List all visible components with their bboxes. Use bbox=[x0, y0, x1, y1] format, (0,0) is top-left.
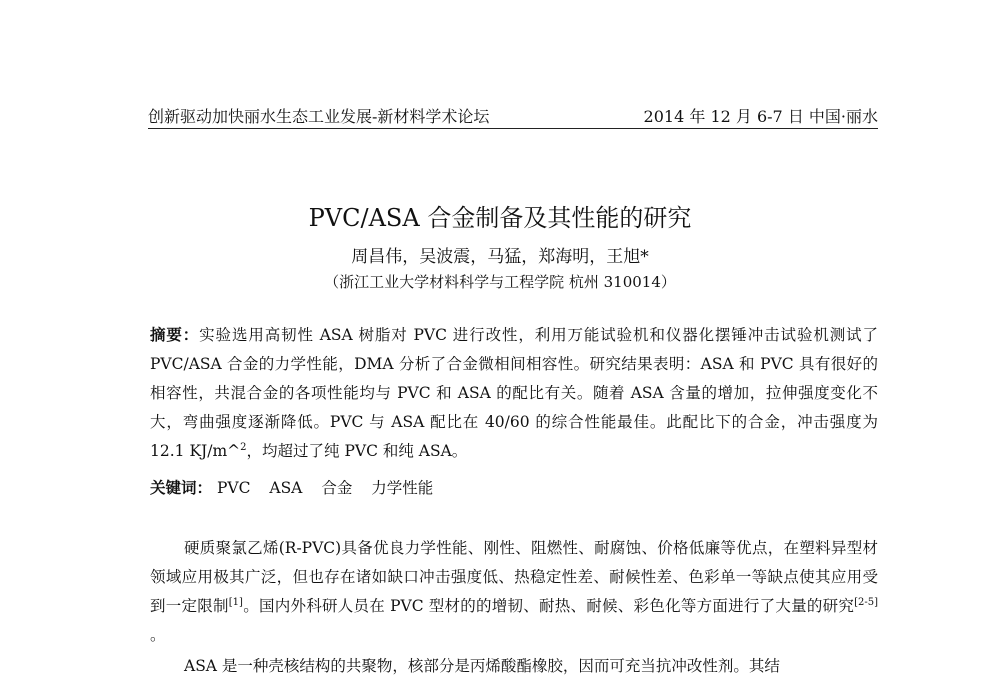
body-paragraph: ASA 是一种壳核结构的共聚物，核部分是丙烯酸酯橡胶，因而可充当抗冲改性剂。其结 bbox=[184, 657, 780, 675]
abstract bbox=[150, 320, 878, 466]
keyword: 力学性能 bbox=[371, 479, 434, 497]
body-text: 。 bbox=[150, 626, 166, 644]
header-conference-name: 创新驱动加快丽水生态工业发展-新材料学术论坛 bbox=[148, 107, 490, 126]
keywords-label: 关键词： bbox=[150, 478, 213, 497]
citation-ref: [1] bbox=[228, 596, 243, 608]
abstract-label: 摘要： bbox=[150, 325, 200, 344]
affiliation: （浙江工业大学材料科学与工程学院 杭州 310014） bbox=[324, 273, 676, 291]
running-header bbox=[148, 104, 878, 128]
abstract-text: 实验选用高韧性 ASA 树脂对 PVC 进行改性，利用万能试验机和仪器化摆锤冲击试验机测试了 PVC/ASA 合金的力学性能，DMA 分析了合金微相间相容性。研究结果表明：ASA 和 PVC 具有很好的相容性，共混合金的各项性能均与 PVC 和 ASA 的配比有关。随着 ASA 含量的增加，拉伸强度变化不大，弯曲强度逐渐降低。PVC 与 ASA 配比在 40/60 的综合性能最佳。此配比下的合金，冲击强度为 12.1 KJ/m^ bbox=[150, 326, 878, 460]
abstract-superscript: 2 bbox=[240, 441, 247, 453]
keyword: 合金 bbox=[321, 479, 353, 497]
keyword: ASA bbox=[269, 479, 303, 497]
abstract-text-end: ，均超过了纯 PVC 和纯 ASA。 bbox=[246, 442, 468, 460]
paper-title: PVC/ASA 合金制备及其性能的研究 bbox=[308, 204, 692, 232]
header-rule bbox=[148, 128, 878, 129]
keyword: PVC bbox=[216, 479, 251, 497]
body-text: 。国内外科研人员在 PVC 型材的的增韧、耐热、耐候、彩色化等方面进行了大量的研究 bbox=[242, 597, 855, 615]
body-text: 硬质聚氯乙烯(R-PVC)具备优良力学性能、刚性、阻燃性、耐腐蚀、价格低廉等优点，在塑料异型材领域应用极其广泛，但也存在诸如缺口冲击强度低、热稳定性差、耐候性差、色彩单一等缺点使其应用受到一定限制 bbox=[150, 539, 878, 615]
citation-ref: [2-5] bbox=[854, 596, 878, 608]
author-list: 周昌伟，吴波震，马猛，郑海明，王旭* bbox=[351, 247, 649, 267]
body-paragraph bbox=[150, 534, 878, 650]
header-date-location: 2014 年 12 月 6-7 日 中国·丽水 bbox=[643, 107, 878, 126]
keywords bbox=[150, 476, 878, 498]
